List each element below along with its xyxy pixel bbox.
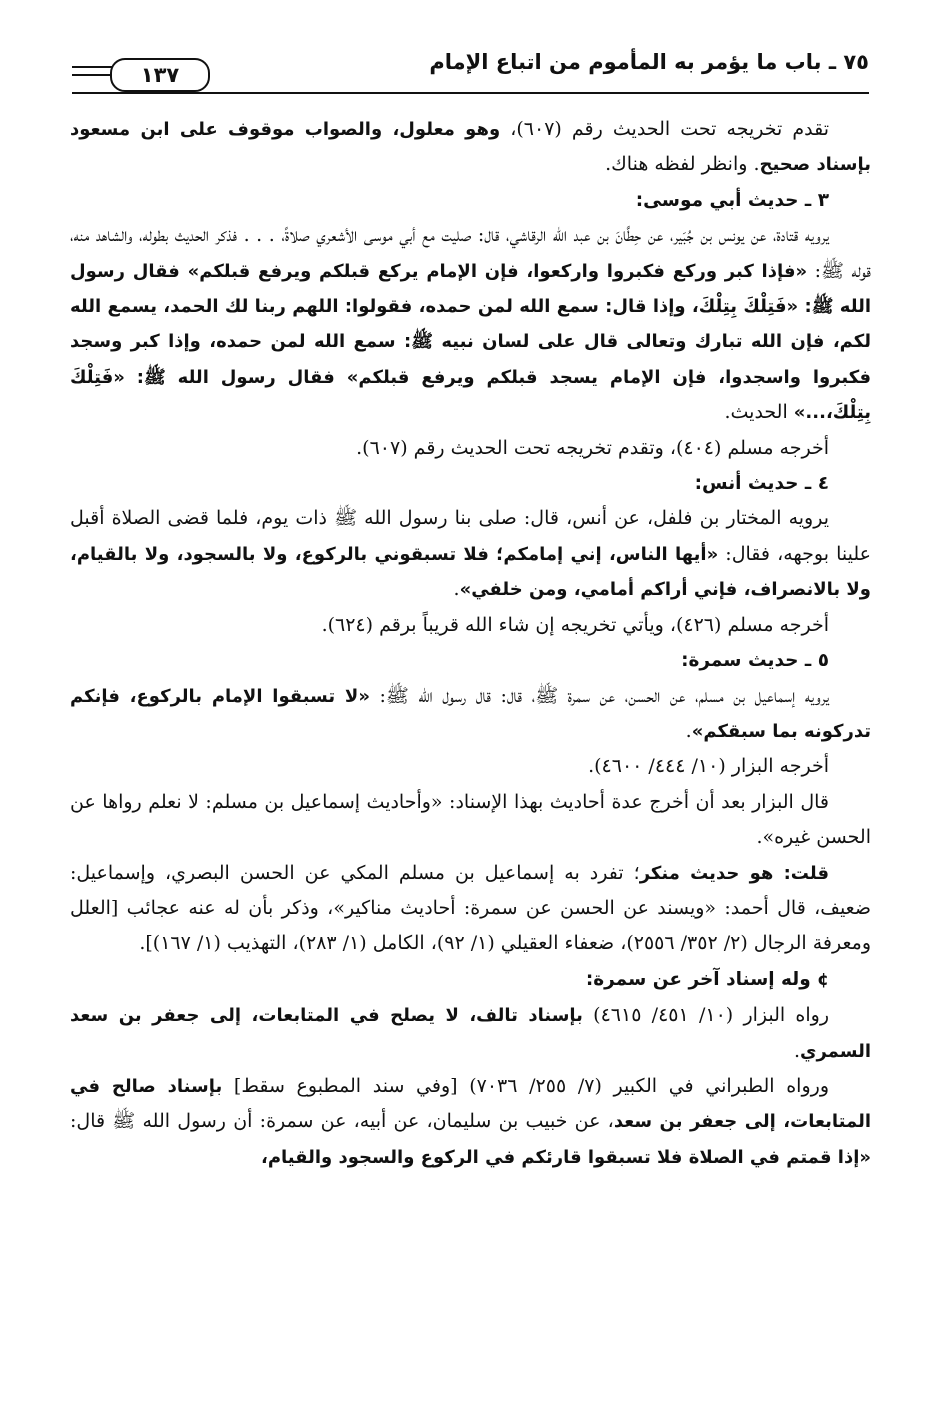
paragraph bbox=[70, 112, 871, 183]
page-number-frame bbox=[110, 58, 210, 92]
paragraph: قال البزار بعد أن أخرج عدة أحاديث بهذا الإسناد: «وأحاديث إسماعيل بن مسلم: لا نعلم رواها عن الحسن غيره». bbox=[70, 790, 871, 849]
text-run: ورواه الطبراني في الكبير (٧/ ٢٥٥/ ٧٠٣٦) [وفي سند المطبوع سقط] bbox=[222, 1074, 829, 1097]
paragraph bbox=[70, 679, 871, 750]
section-heading bbox=[70, 962, 871, 998]
bold-text-run: بإسناد تالف، لا يصلح في المتابعات، إلى جعفر بن سعد السمري bbox=[70, 1005, 871, 1062]
paragraph bbox=[70, 218, 871, 430]
hadith-quote: «إذا قمتم في الصلاة فلا تسبقوا قارئكم في الركوع والسجود والقيام، bbox=[261, 1146, 871, 1168]
bullet-icon: ¢ bbox=[817, 969, 829, 990]
text-run: رواه البزار (١٠/ ٤٥١/ ٤٦١٥) bbox=[582, 1004, 830, 1027]
paragraph bbox=[70, 998, 871, 1069]
paragraph: أخرجه مسلم (٤٢٦)، ويأتي تخريجه إن شاء الله قريباً برقم (٦٢٤). bbox=[321, 613, 829, 636]
hadith-quote: «فَتِلْكَ بِتِلْكَ، وإذا قال: سمع الله لمن حمده، فقولوا: اللهم ربنا لك الحمد، يسمع الله لكم، فإن الله تبارك وتعالى قال على لسان نبيه ﷺ: سمع الله لمن حمده، وإذا كبر وسجد فكبروا واسجدوا، فإن الإمام يسجد قبلكم ويرفع قبلكم» bbox=[70, 296, 872, 388]
heading-text: وله إسناد آخر عن سمرة: bbox=[585, 968, 818, 990]
ornament-line bbox=[72, 74, 114, 76]
text-run: الحديث. bbox=[724, 401, 794, 424]
hadith-quote: «أيها الناس، إني إمامكم؛ فلا تسبقوني بالركوع، ولا بالسجود، ولا بالقيام، ولا بالانصراف، فإني أراكم أمامي، ومن خلفي» bbox=[70, 543, 871, 601]
section-heading: ٣ ـ حديث أبي موسى: bbox=[635, 189, 829, 211]
page-body bbox=[70, 112, 871, 1175]
paragraph bbox=[70, 501, 871, 607]
hadith-quote: «فإذا كبر وركع فكبروا واركعوا، فإن الإمام يركع قبلكم ويرفع قبلكم» bbox=[187, 260, 808, 282]
paragraph: أخرجه البزار (١٠/ ٤٤٤/ ٤٦٠٠). bbox=[588, 755, 829, 778]
text-run: ، عن خبيب بن سليمان، عن أبيه، عن سمرة: أن رسول الله ﷺ قال: bbox=[70, 1110, 614, 1133]
text-run: . bbox=[793, 1039, 800, 1062]
paragraph bbox=[70, 1069, 871, 1175]
text-run: يرويه إسماعيل بن مسلم، عن الحسن، عن سمرة ﷺ، قال: قال رسول الله ﷺ: bbox=[369, 684, 829, 707]
text-run: . bbox=[685, 719, 692, 742]
bold-text-run: بإسناد صالح في المتابعات، إلى جعفر بن سعد bbox=[70, 1075, 871, 1133]
paragraph: أخرجه مسلم (٤٠٤)، وتقدم تخريجه تحت الحديث رقم (٦٠٧). bbox=[356, 436, 829, 459]
text-run: تقدم تخريجه تحت الحديث رقم (٦٠٧)، bbox=[500, 118, 829, 140]
hadith-quote: «لا تسبقوا الإمام بالركوع، فإنكم تدركونه بما سبقكم» bbox=[70, 685, 871, 742]
text-run: يرويه المختار بن فلفل، عن أنس، قال: صلى بنا رسول الله ﷺ ذات يوم، فلما قضى الصلاة أقبل علينا بوجهه، فقال: bbox=[70, 507, 871, 565]
ornament-line bbox=[72, 66, 114, 68]
hadith-quote: «فَتِلْكَ بِتِلْكَ،...» bbox=[70, 366, 871, 424]
header-rule bbox=[72, 92, 869, 94]
bold-text-run: قلت: هو حديث منكر bbox=[639, 862, 829, 884]
text-run: . وانظر لفظه هناك. bbox=[605, 153, 760, 176]
bold-text-run: وهو معلول، والصواب موقوف على ابن مسعود بإسناد صحيح bbox=[70, 119, 871, 176]
bold-text-run: فقال رسول الله ﷺ: bbox=[124, 366, 347, 388]
text-run: . bbox=[453, 578, 460, 601]
text-run: يرويه قتادة، عن يونس بن جُبَير، عن حِطَّانَ بن عبد الله الرقاشي، قال: صليت مع أبي موسى الأشعري صلاةً، . . . فذكر الحديث بطوله، والشاهد منه، قوله ﷺ: bbox=[70, 224, 871, 282]
section-heading: ٥ ـ حديث سمرة: bbox=[681, 650, 829, 672]
chapter-title: ٧٥ ـ باب ما يؤمر به المأموم من اتباع الإمام bbox=[429, 50, 869, 74]
page-number: ١٣٧ bbox=[140, 63, 180, 87]
paragraph bbox=[70, 856, 871, 962]
section-heading: ٤ ـ حديث أنس: bbox=[694, 473, 829, 495]
text-run: ؛ تفرد به إسماعيل بن مسلم المكي عن الحسن البصري، وإسماعيل: ضعيف، قال أحمد: «ويسند عن الحسن عن سمرة: أحاديث مناكير»، وذكر بأن له عنه عجائب [العلل ومعرفة الرجال (٢/ ٣٥٢/ ٢٥٥٦)، ضعفاء العقيلي (١/ ٩٢)، الكامل (١/ ٢٨٣)، التهذيب (١/ ١٦٧)]. bbox=[70, 861, 871, 955]
page-header bbox=[72, 40, 869, 94]
bold-text-run: فقال رسول الله ﷺ: bbox=[70, 260, 872, 318]
